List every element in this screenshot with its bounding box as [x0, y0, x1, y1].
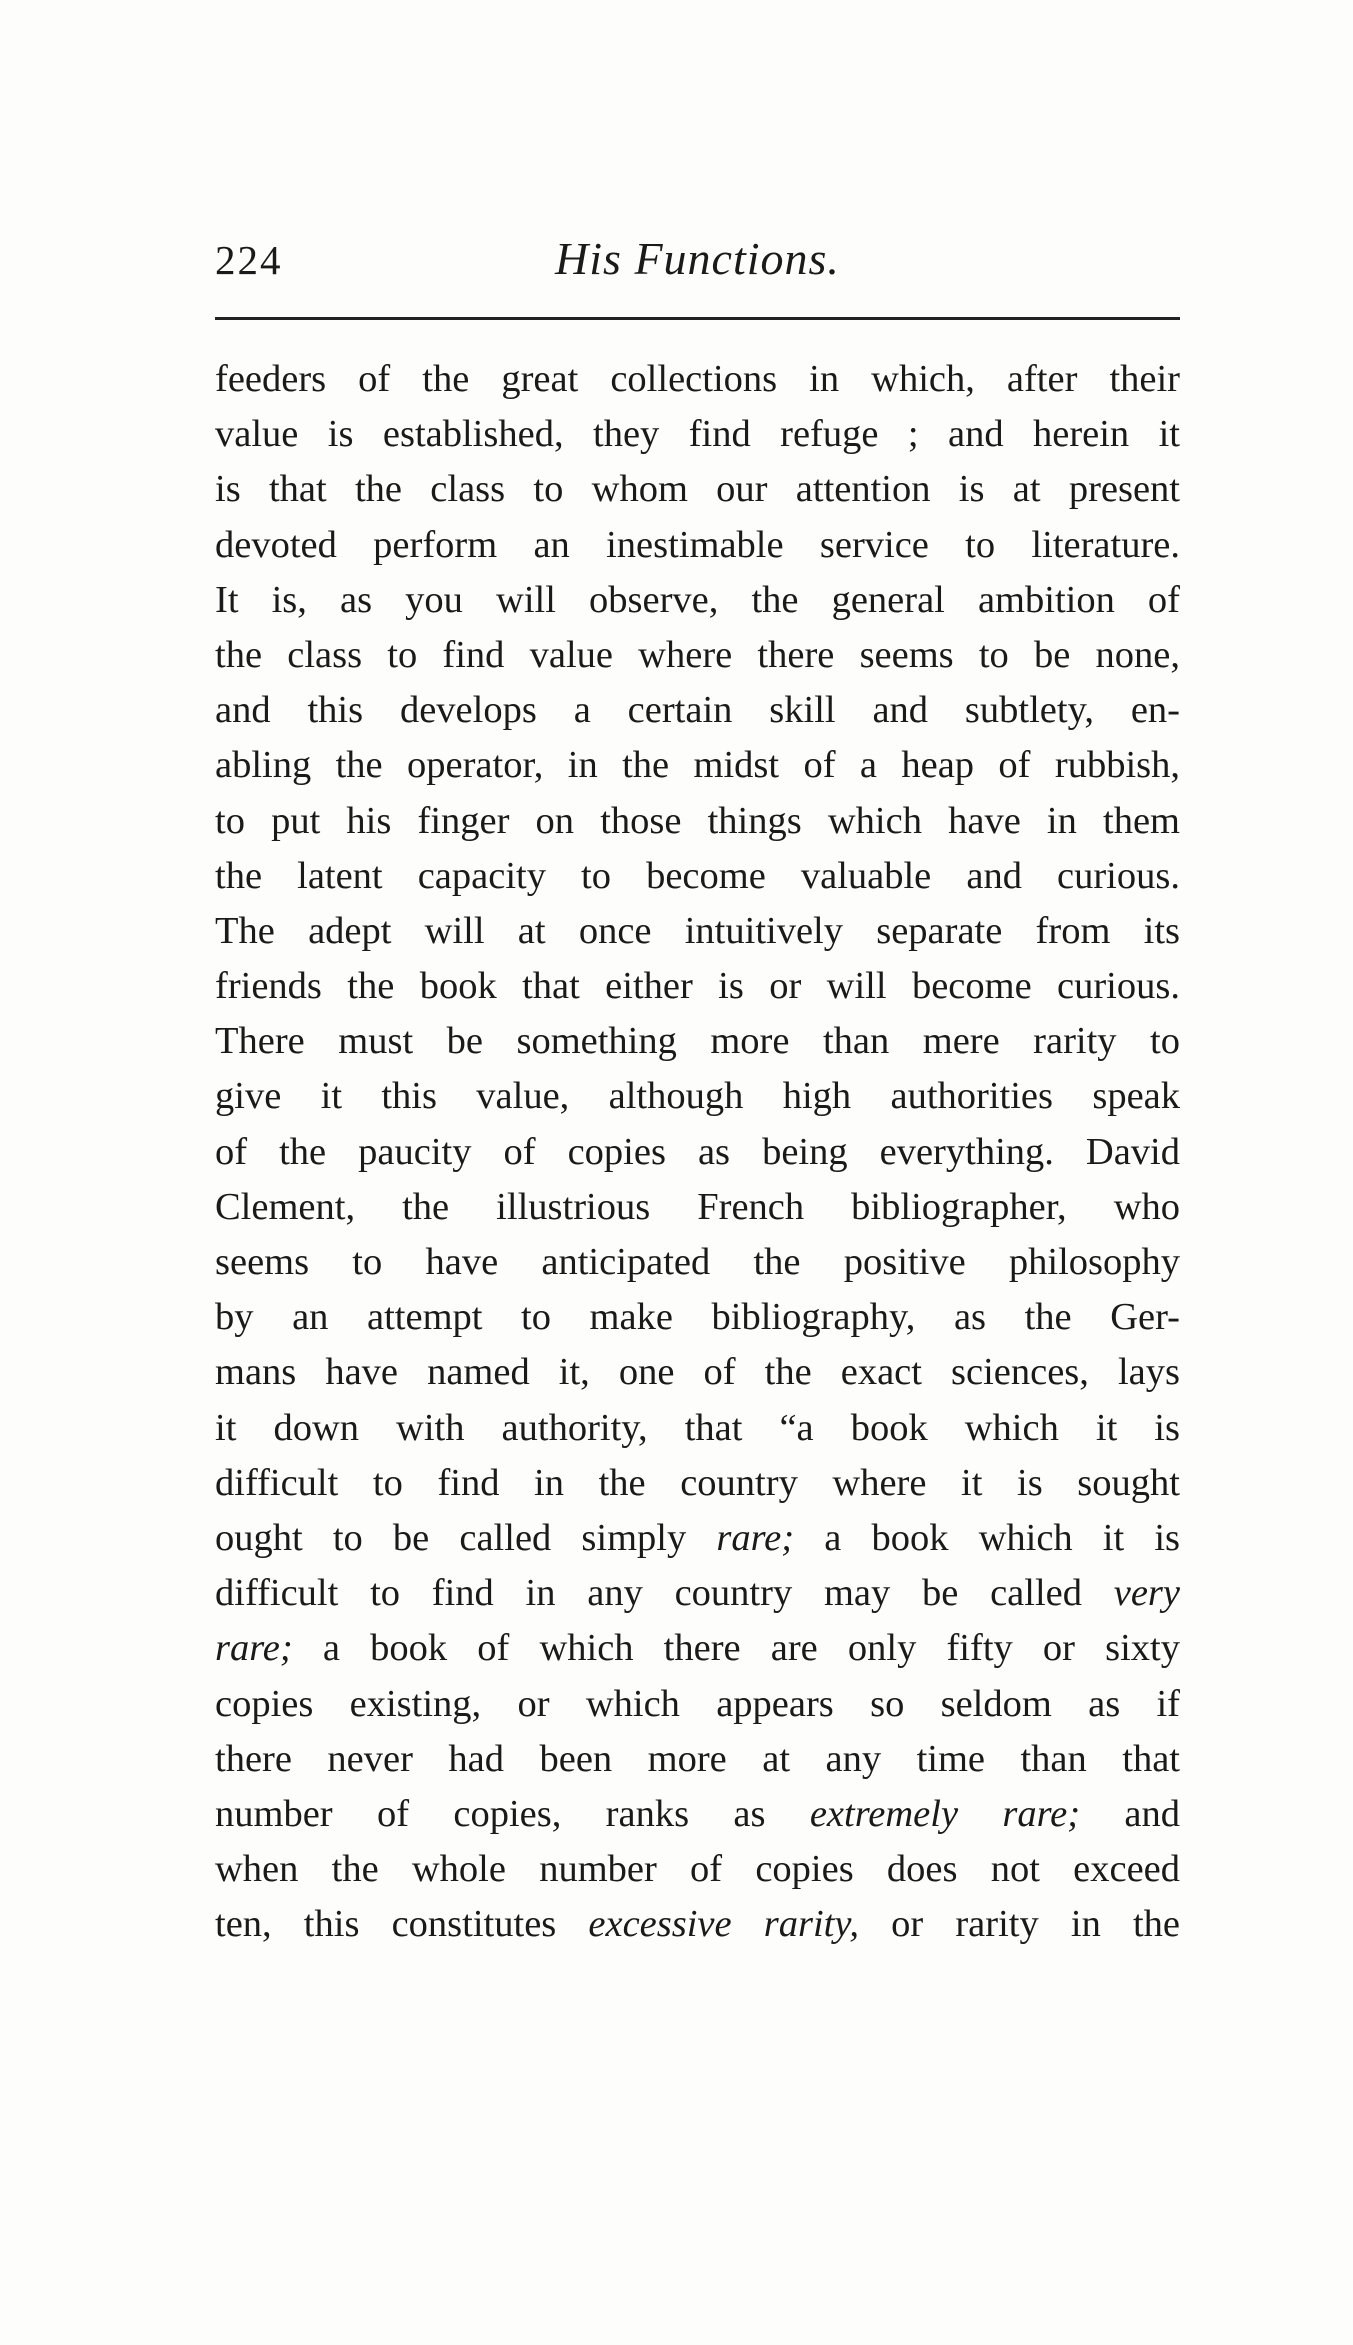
- text-line: to put his finger on those things which have in them: [215, 799, 1180, 842]
- text-line: difficult to find in the country where it is sought: [215, 1461, 1180, 1504]
- text-line: [215, 1566, 1180, 1621]
- text-line: [215, 1511, 1180, 1566]
- text-run: a book of which there are only fifty or sixty: [322, 1627, 1181, 1670]
- text-line: the latent capacity to become valuable and curious.: [215, 854, 1180, 897]
- body-text: [215, 352, 1180, 1952]
- text-line: It is, as you will observe, the general ambition of: [215, 578, 1180, 621]
- italic-term: rare;: [215, 1627, 293, 1670]
- text-line: The adept will at once intuitively separate from its: [215, 909, 1180, 952]
- text-line: [215, 1621, 1180, 1676]
- text-run: ten, this constitutes: [215, 1903, 557, 1946]
- text-line: [215, 1897, 1180, 1952]
- text-line: devoted perform an inestimable service to literature.: [215, 523, 1180, 566]
- text-line: value is established, they find refuge ; and herein it: [215, 413, 1180, 456]
- italic-term: very: [1113, 1572, 1180, 1615]
- text-run: or rarity in the: [891, 1903, 1181, 1946]
- text-line: friends the book that either is or will become curious.: [215, 965, 1180, 1008]
- text-run: a book which it is: [824, 1516, 1181, 1559]
- text-line: give it this value, although high authorities speak: [215, 1075, 1180, 1118]
- text-line: seems to have anticipated the positive philosophy: [215, 1241, 1180, 1283]
- header-rule: [215, 317, 1180, 320]
- page-number: 224: [215, 237, 283, 283]
- running-title: His Functions.: [555, 233, 840, 284]
- text-line: by an attempt to make bibliography, as the Ger-: [215, 1296, 1180, 1339]
- text-line: when the whole number of copies does not exceed: [215, 1848, 1180, 1891]
- text-line: copies existing, or which appears so seldom as if: [215, 1682, 1180, 1725]
- text-run: and: [1124, 1792, 1181, 1835]
- italic-term: excessive rarity,: [588, 1903, 859, 1946]
- text-line: There must be something more than mere rarity to: [215, 1020, 1180, 1063]
- text-line: of the paucity of copies as being everything. David: [215, 1130, 1180, 1173]
- text-line: there never had been more at any time than that: [215, 1737, 1180, 1780]
- page-header: [215, 233, 1180, 296]
- text-run: ought to be called simply: [215, 1516, 687, 1559]
- text-line: it down with authority, that “a book which it is: [215, 1406, 1180, 1449]
- text-line: mans have named it, one of the exact sciences, lays: [215, 1351, 1180, 1394]
- text-line: and this develops a certain skill and subtlety, en-: [215, 689, 1180, 732]
- text-line: abling the operator, in the midst of a heap of rubbish,: [215, 744, 1180, 787]
- text-run: difficult to find in any country may be called: [215, 1572, 1082, 1615]
- italic-term: rare;: [716, 1516, 795, 1559]
- text-line: is that the class to whom our attention is at present: [215, 468, 1180, 511]
- italic-term: extremely rare;: [809, 1792, 1081, 1835]
- text-line: the class to find value where there seems to be none,: [215, 633, 1180, 676]
- text-line: [215, 1787, 1180, 1842]
- text-run: number of copies, ranks as: [215, 1792, 766, 1835]
- text-line: feeders of the great collections in which, after their: [215, 358, 1180, 400]
- text-line: Clement, the illustrious French bibliographer, who: [215, 1185, 1180, 1228]
